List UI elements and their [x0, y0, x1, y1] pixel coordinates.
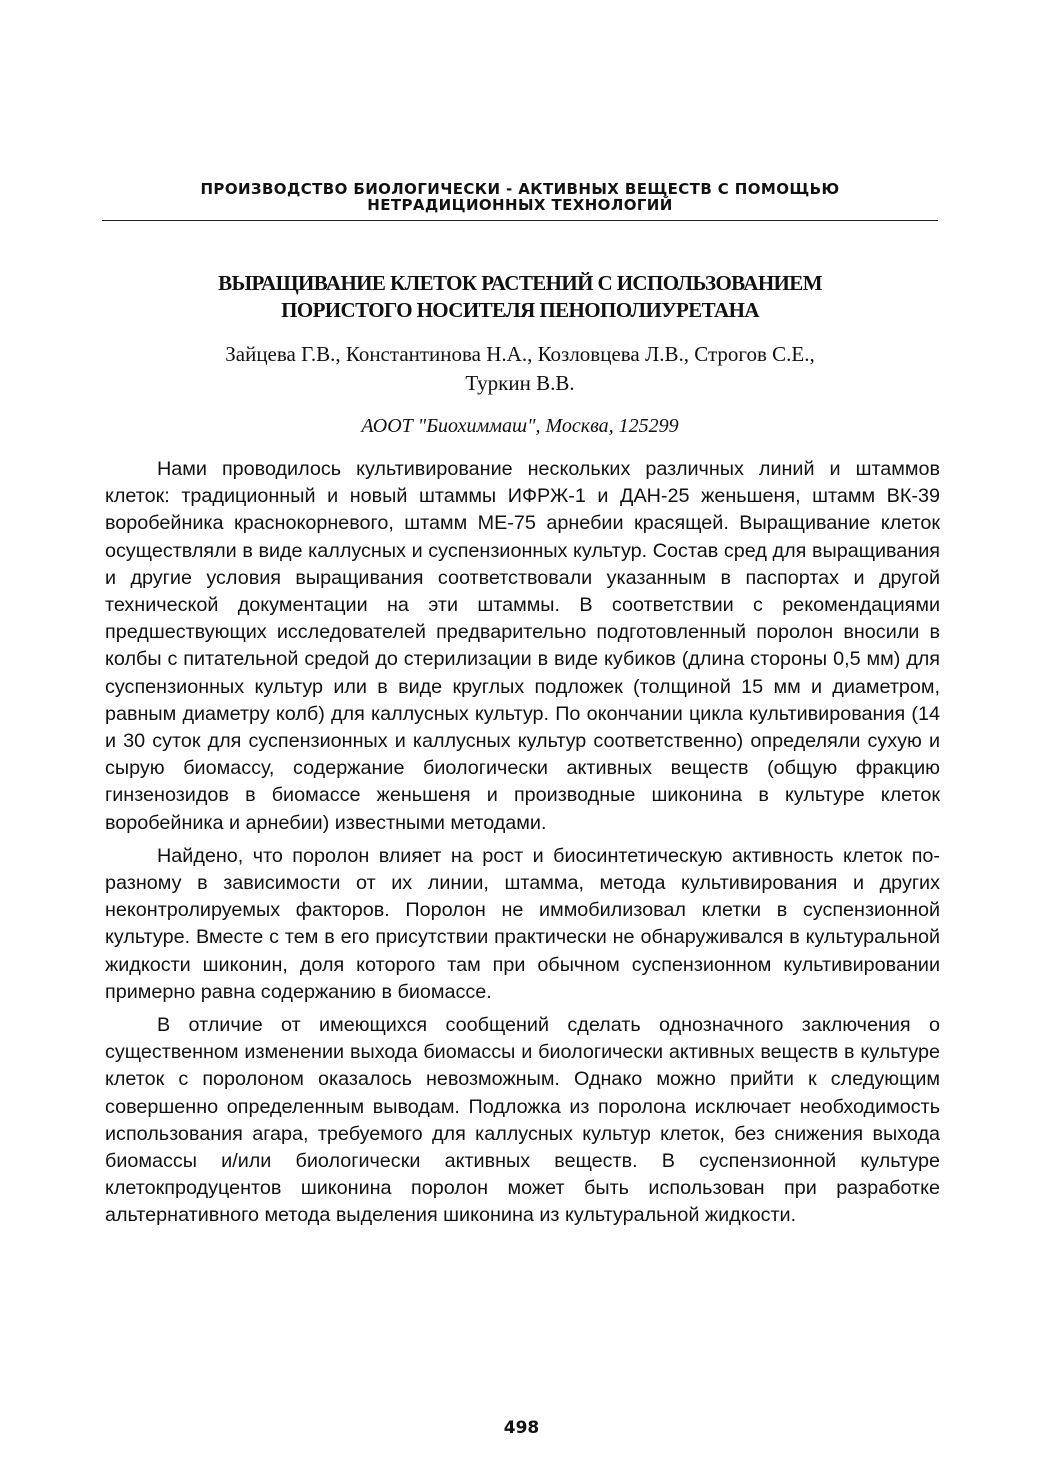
article-body: [105, 456, 940, 1236]
running-header: [100, 181, 940, 213]
paragraph-2: Найдено, что поролон влияет на рост и биосинтетическую активность клеток по-разному в зависимости от их линии, штамма, метода культивирования и других неконтролируемых факторов. Поролон не иммобилизовал клетки в суспензионной культуре. Вместе с тем в его присутствии практически не обнаруживался в культуральной жидкости шиконин, доля которого там при обычном суспензионном культивировании примерно равна содержанию в биомассе.: [105, 844, 940, 1003]
paragraph-3: В отличие от имеющихся сообщений сделать однозначного заключения о существенном изменении выхода биомассы и биологически активных веществ в культуре клеток с поролоном оказалось невозможным. Однако можно прийти к следующим совершенно определенным выводам. Подложка из поролона исключает необходимость использования агара, требуемого для каллусных культур клеток, без снижения выхода биомассы и/или биологически активных веществ. В суспензионной культуре клетокпродуцентов шиконина поролон может быть использован при разработке альтернативного метода выделения шиконина из культуральной жидкости.: [105, 1014, 940, 1227]
paragraph-1: Нами проводилось культивирование нескольких различных линий и штаммов клеток: традиционный и новый штаммы ИФРЖ-1 и ДАН-25 женьшеня, штамм ВК-39 воробейника краснокорневого, штамм МЕ-75 арнебии красящей. Выращивание клеток осуществляли в виде каллусных и суспензионных культур. Состав сред для выращивания и другие условия выращивания соответствовали указанным в паспортах и другой технической документации на эти штаммы. В соответствии с рекомендациями предшествующих исследователей предварительно подготовленный поролон вносили в колбы с питательной средой до стерилизации в виде кубиков (длина стороны 0,5 мм) для суспензионных культур или в виде круглых подложек (толщиной 15 мм и диаметром, равным диаметру колб) для каллусных культур. По окончании цикла культивирования (14 и 30 суток для суспензионных и каллусных культур соответственно) определяли сухую и сырую биомассу, содержание биологически активных веществ (общую фракцию гинзенозидов в биомассе женьшеня и производные шиконина в культуре клеток воробейника и арнебии) известными методами.: [105, 458, 940, 834]
running-header-line-2: НЕТРАДИЦИОННЫХ ТЕХНОЛОГИЙ: [367, 196, 673, 214]
article-title-line-2: ПОРИСТОГО НОСИТЕЛЯ ПЕНОПОЛИУРЕТАНА: [281, 298, 759, 322]
affiliation: АООТ "Биохиммаш", Москва, 125299: [361, 415, 679, 437]
article-title: [100, 270, 940, 324]
author-list: [100, 340, 940, 398]
running-header-line-1: ПРОИЗВОДСТВО БИОЛОГИЧЕСКИ - АКТИВНЫХ ВЕЩЕСТВ С ПОМОЩЬЮ: [200, 180, 840, 198]
page-number: 498: [503, 1418, 540, 1438]
author-list-line-1: Зайцева Г.В., Константинова Н.А., Козловцева Л.В., Строгов С.Е.,: [225, 342, 815, 366]
author-list-line-2: Туркин В.В.: [465, 371, 575, 395]
article-title-line-1: ВЫРАЩИВАНИЕ КЛЕТОК РАСТЕНИЙ С ИСПОЛЬЗОВАНИЕМ: [218, 271, 822, 295]
header-rule: [102, 220, 938, 221]
